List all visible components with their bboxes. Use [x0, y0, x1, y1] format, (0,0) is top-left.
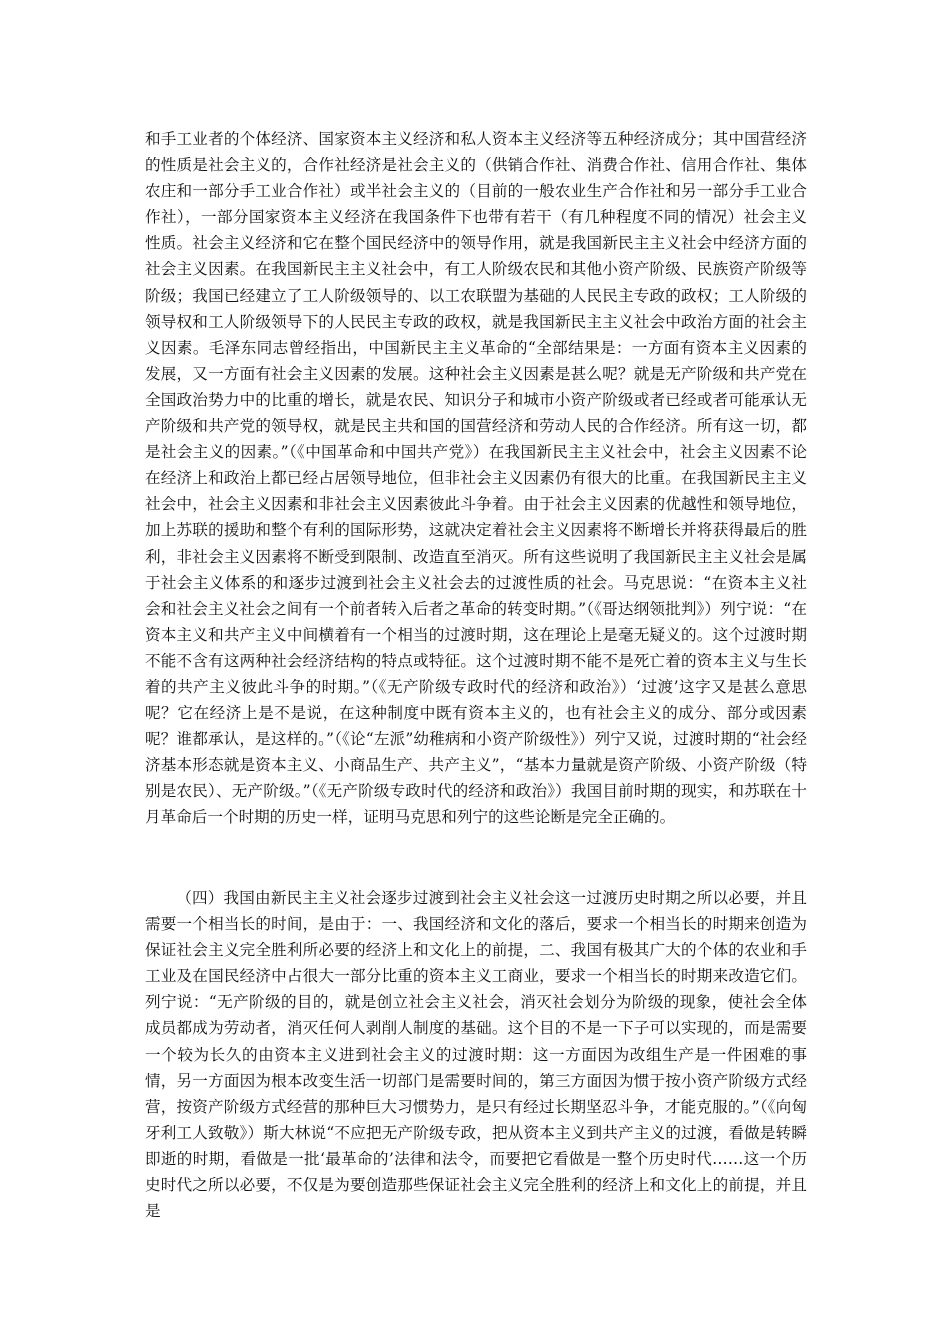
body-paragraph-1: 和手工业者的个体经济、国家资本主义经济和私人资本主义经济等五种经济成分；其中国营经济的性质是社会主义的，合作社经济是社会主义的（供销合作社、消费合作社、信用合作社、集体农庄和一部分手工业合作社）或半社会主义的（目前的一般农业生产合作社和另一部分手工业合作社），一部分国家资本主义经济在我国条件下也带有若干（有几种程度不同的情况）社会主义性质。社会主义经济和它在整个国民经济中的领导作用，就是我国新民主主义社会中经济方面的社会主义因素。在我国新民主主义社会中，有工人阶级农民和其他小资产阶级、民族资产阶级等阶级；我国已经建立了工人阶级领导的、以工农联盟为基础的人民民主专政的政权；工人阶级的领导权和工人阶级领导下的人民民主专政的政权，就是我国新民主主义社会中政治方面的社会主义因素。毛泽东同志曾经指出，中国新民主主义革命的“全部结果是：一方面有资本主义因素的发展，又一方面有社会主义因素的发展。这种社会主义因素是甚么呢？就是无产阶级和共产党在全国政治势力中的比重的增长，就是农民、知识分子和城市小资产阶级或者已经或者可能承认无产阶级和共产党的领导权，就是民主共和国的国营经济和劳动人民的合作经济。所有这一切，都是社会主义的因素。”（《中国革命和中国共产党》）在我国新民主主义社会中，社会主义因素不论在经济上和政治上都已经占居领导地位，但非社会主义因素仍有很大的比重。在我国新民主主义社会中，社会主义因素和非社会主义因素彼此斗争着。由于社会主义因素的优越性和领导地位，加上苏联的援助和整个有利的国际形势，这就决定着社会主义因素将不断增长并将获得最后的胜利，非社会主义因素将不断受到限制、改造直至消灭。所有这些说明了我国新民主主义社会是属于社会主义体系的和逐步过渡到社会主义社会去的过渡性质的社会。马克思说：“在资本主义社会和社会主义社会之间有一个前者转入后者之革命的转变时期。”（《哥达纲领批判》）列宁说：“在资本主义和共产主义中间横着有一个相当的过渡时期，这在理论上是毫无疑义的。这个过渡时期不能不含有这两种社会经济结构的特点或特征。这个过渡时期不能不是死亡着的资本主义与生长着的共产主义彼此斗争的时期。”（《无产阶级专政时代的经济和政治》）‘过渡’这字又是甚么意思呢？它在经济上是不是说，在这种制度中既有资本主义的，也有社会主义的成分、部分或因素呢？谁都承认，是这样的。”（《论“左派”幼稚病和小资产阶级性》）列宁又说，过渡时期的“社会经济基本形态就是资本主义、小商品生产、共产主义”，“基本力量就是资产阶级、小资产阶级（特别是农民）、无产阶级。”（《无产阶级专政时代的经济和政治》）我国目前时期的现实，和苏联在十月革命后一个时期的历史一样，证明马克思和列宁的这些论断是完全正确的。 [145, 130, 807, 827]
body-paragraph-2: （四）我国由新民主主义社会逐步过渡到社会主义社会这一过渡历史时期之所以必要，并且需要一个相当长的时间，是由于：一、我国经济和文化的落后，要求一个相当长的时期来创造为保证社会主义完全胜利所必要的经济上和文化上的前提，二、我国有极其广大的个体的农业和手工业及在国民经济中占很大一部分比重的资本主义工商业，要求一个相当长的时期来改造它们。列宁说：“无产阶级的目的，就是创立社会主义社会，消灭社会划分为阶级的现象，使社会全体成员都成为劳动者，消灭任何人剥削人制度的基础。这个目的不是一下子可以实现的，而是需要一个较为长久的由资本主义进到社会主义的过渡时期：这一方面因为改组生产是一件困难的事情，另一方面因为根本改变生活一切部门是需要时间的，第三方面因为惯于按小资产阶级方式经营，按资产阶级方式经营的那种巨大习惯势力，是只有经过长期坚忍斗争，才能克服的。”（《向匈牙利工人致敬》）斯大林说“不应把无产阶级专政，把从资本主义到共产主义的过渡，看做是转瞬即逝的时期，看做是一批‘最革命的’法律和法令，而要把它看做是一整个历史时代……这一个历史时代之所以必要，不仅是为要创造那些保证社会主义完全胜利的经济上和文化上的前提，并且是 [145, 889, 807, 1221]
